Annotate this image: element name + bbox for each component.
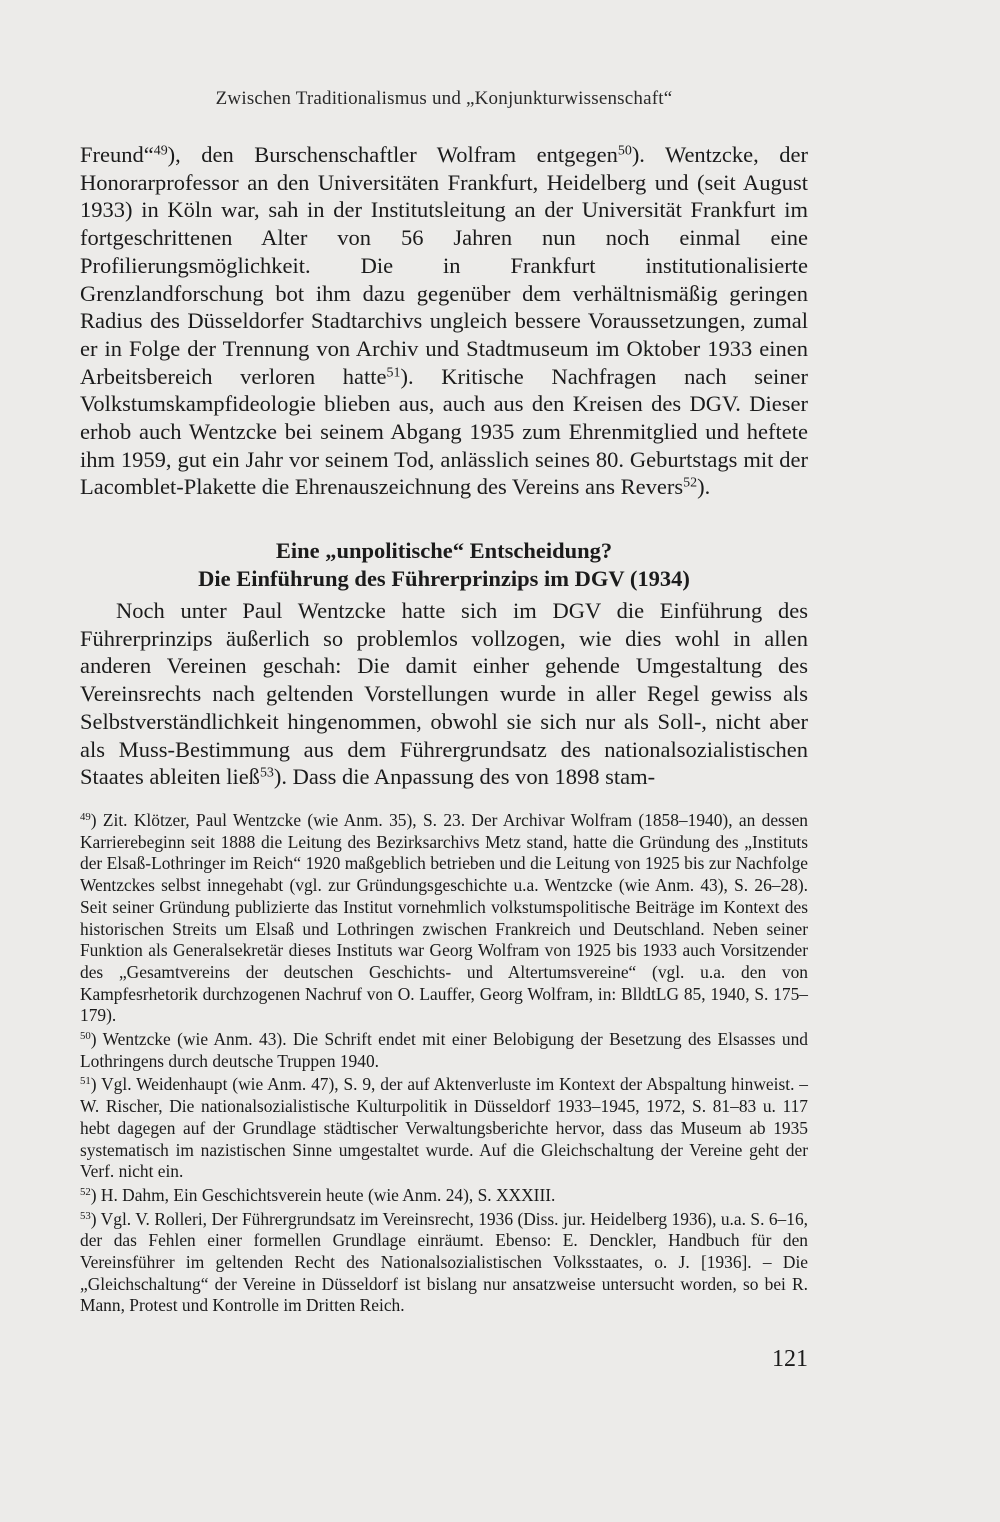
footnote-51	[80, 1074, 808, 1183]
footnote-ref-50: 50	[617, 143, 632, 159]
footnote-number: 53	[80, 1209, 91, 1222]
footnote-text: ) Zit. Klötzer, Paul Wentzcke (wie Anm. 35), S. 23. Der Archivar Wolfram (1858–1940), an dessen Karrierebeginn seit 1888 die Leitung des Bezirksarchivs Metz stand, hatte die Gründung des „Instituts der Elsaß-Lothringer im Reich“ 1920 maßgeblich betrieben und die Leitung von 1925 bis zur Nachfolge Wentzckes selbst innegehabt (vgl. zur Gründungsgeschichte u.a. Wentzcke (wie Anm. 43), S. 26–28). Seit seiner Gründung publizierte das Institut vornehmlich volkstumspolitische Beiträge im Kontext des historischen Streits um Elsaß und Lothringen zwischen Frankreich und Deutschland. Neben seiner Funktion als Generalsekretär dieses Instituts war Georg Wolfram von 1925 bis 1933 auch Vorsitzender des „Gesamtvereins der deutschen Geschichts- und Altertumsvereine“ (vgl. u.a. den von Kampfesrhetorik durchzogenen Nachruf von O. Lauffer, Georg Wolfram, in: BlldtLG 85, 1940, S. 175–179).	[80, 810, 808, 1026]
footnote-number: 52	[80, 1186, 91, 1199]
footnote-text: ) Wentzcke (wie Anm. 43). Die Schrift endet mit einer Belobigung der Besetzung des Elsasses und Lothringens durch deutsche Truppen 1940.	[80, 1029, 808, 1071]
footnote-number: 50	[80, 1030, 91, 1043]
body-paragraph-1	[80, 141, 808, 501]
footnote-53	[80, 1209, 808, 1318]
footnote-ref-52: 52	[683, 475, 698, 491]
footnote-50	[80, 1029, 808, 1072]
footnote-number: 51	[80, 1075, 91, 1088]
paragraph-text: ). Wentzcke, der Honorarprofessor an den Universitäten Frankfurt, Heidelberg und (seit August 1933) in Köln war, sah in der Institutsleitung an der Universität Frankfurt im fortgeschrittenen Alter von 56 Jahren nun noch einmal eine Profilierungsmöglichkeit. Die in Frankfurt institutionalisierte Grenzlandforschung bot ihm dazu gegenüber dem verhältnismäßig geringen Radius des Düsseldorfer Stadtarchivs ungleich bessere Voraussetzungen, zumal er in Folge der Trennung von Archiv und Stadtmuseum im Oktober 1933 einen Arbeitsbereich verloren hatte	[80, 142, 808, 389]
paragraph-text: ). Kritische Nachfragen nach seiner Volkstumskampfideologie blieben aus, auch aus den Kreisen des DGV. Dieser erhob auch Wentzcke bei seinem Abgang 1935 zum Ehrenmitglied und heftete ihm 1959, gut ein Jahr vor seinem Tod, anlässlich seines 80. Geburtstags mit der Lacomblet-Plakette die Ehrenauszeichnung des Vereins ans Revers	[80, 363, 808, 500]
paragraph-text: Freund“	[80, 142, 154, 167]
footnotes	[80, 810, 808, 1319]
paragraph-text: Noch unter Paul Wentzcke hatte sich im DGV die Einführung des Führerprinzips äußerlich so problemlos vollzogen, wie dies wohl in allen anderen Vereinen geschah: Die damit einher gehende Umgestaltung des Vereinsrechts nach geltenden Vorstellungen wurde in aller Regel gewiss als Selbstverständlichkeit hingenommen, obwohl sie sich nur als Soll-, nicht aber als Muss-Bestimmung aus dem Führergrundsatz des nationalsozialistischen Staates ableiten ließ	[80, 598, 808, 790]
footnote-ref-51: 51	[386, 364, 401, 380]
body-paragraph-2	[80, 597, 808, 791]
paragraph-text: ). Dass die Anpassung des von 1898 stam-	[273, 764, 656, 790]
footnote-text: ) H. Dahm, Ein Geschichtsverein heute (wie Anm. 24), S. XXXIII.	[90, 1184, 556, 1205]
footnote-ref-49: 49	[153, 143, 168, 159]
section-heading-line-1: Eine „unpolitische“ Entscheidung?	[275, 538, 613, 563]
footnote-ref-53: 53	[259, 765, 274, 781]
section-heading-line-2: Die Einführung des Führerprinzips im DGV (1934)	[198, 566, 690, 591]
paragraph-text: ).	[697, 474, 711, 500]
running-head: Zwischen Traditionalismus und „Konjunkturwissenschaft“	[215, 88, 673, 109]
footnote-text: ) Vgl. Weidenhaupt (wie Anm. 47), S. 9, der auf Aktenverluste im Kontext der Abspaltung hinweist. – W. Rischer, Die nationalsozialistische Kulturpolitik in Düsseldorf 1933–1945, 1972, S. 81–83 u. 117 hebt dagegen auf der Grundlage städtischer Verwaltungsberichte hervor, dass das Museum ab 1935 systematisch im nazistischen Sinne umgestaltet wurde. Auf die Gleichschaltung der Vereine geht der Verf. nicht ein.	[80, 1074, 808, 1182]
footnote-49	[80, 810, 808, 1027]
page-number: 121	[772, 1346, 808, 1372]
footnote-52	[80, 1185, 808, 1207]
footnote-text: ) Vgl. V. Rolleri, Der Führergrundsatz im Vereinsrecht, 1936 (Diss. jur. Heidelberg 1936), u.a. S. 6–16, der das Fehlen einer formellen Grundlage einräumt. Ebenso: E. Denckler, Handbuch für den Vereinsführer im geltenden Recht des Nationalsozialistischen Volksstaates, o. J. [1936]. – Die „Gleichschaltung“ der Vereine in Düsseldorf ist bislang nur ansatzweise untersucht worden, so bei R. Mann, Protest und Kontrolle im Dritten Reich.	[80, 1208, 808, 1316]
paragraph-text: ), den Burschenschaftler Wolfram entgegen	[167, 142, 618, 167]
footnote-number: 49	[80, 811, 91, 824]
